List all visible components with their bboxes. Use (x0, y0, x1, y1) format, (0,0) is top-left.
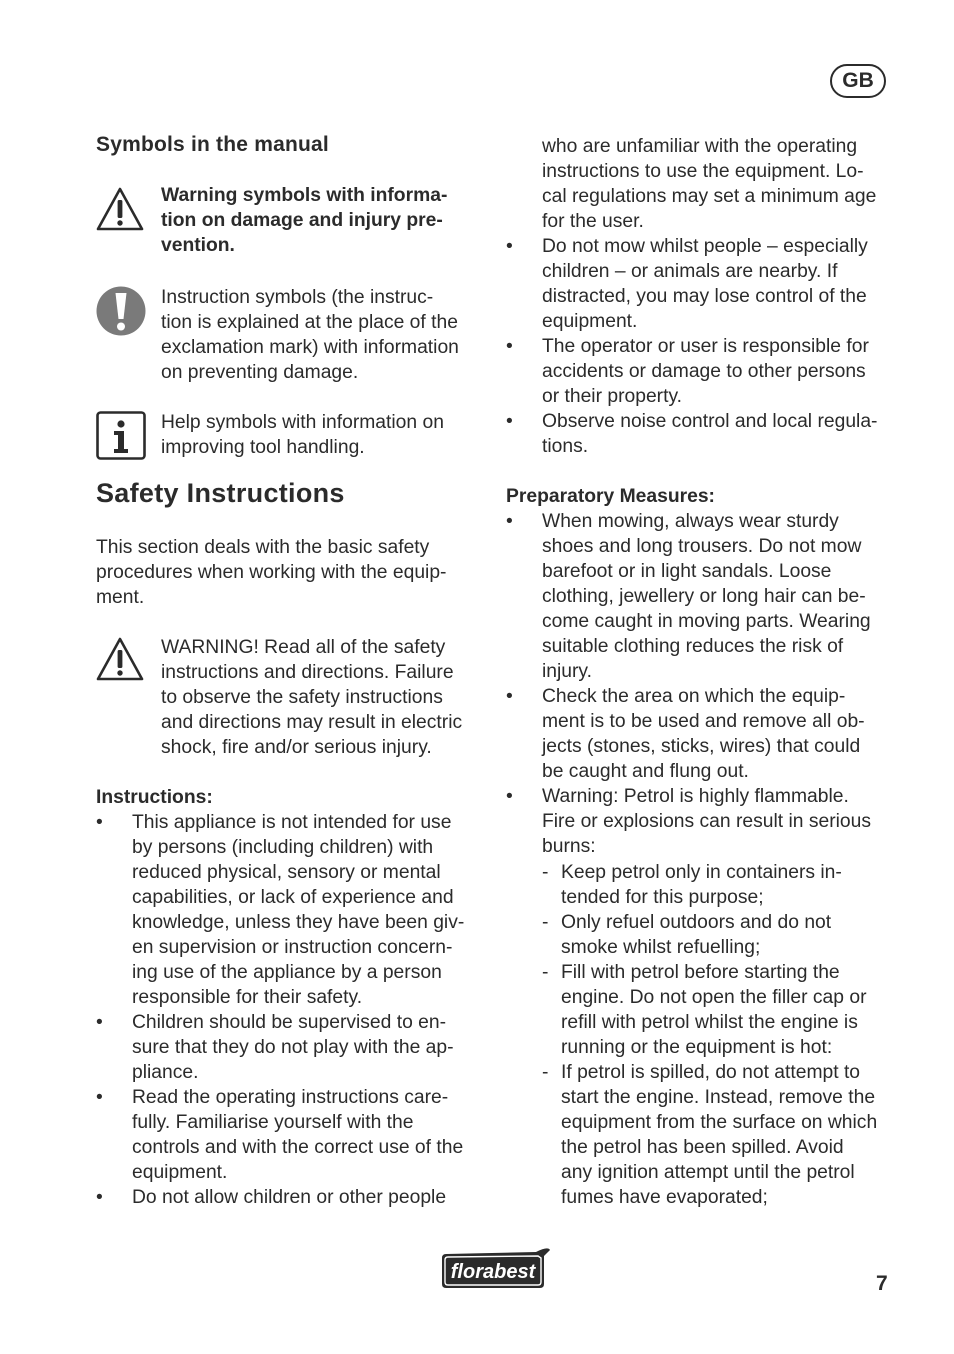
list-item (96, 810, 488, 1010)
sublist-item (506, 910, 898, 960)
florabest-logo (438, 1244, 552, 1290)
dash-marker: - (542, 912, 549, 933)
dash-marker: - (542, 1062, 549, 1083)
list-item (506, 334, 898, 409)
exclamation-circle-icon (96, 285, 146, 337)
list-item-text: Do not allow children or other people (132, 1187, 447, 1208)
list-item (96, 1010, 488, 1085)
list-item-text: Observe noise control and local regula- tions. (542, 411, 878, 457)
help-symbol-text: Help symbols with information on improving tool handling. (161, 412, 444, 458)
bullet-marker: • (506, 786, 513, 807)
preparatory-heading: Preparatory Measures: (506, 486, 715, 507)
list-item (506, 409, 898, 459)
sublist-item (506, 1060, 898, 1210)
bullet-marker: • (96, 1087, 103, 1108)
sublist-item-text: Fill with petrol before starting the engine. Do not open the filler cap or refill with petrol whilst the engine is running or the equipment is hot: (561, 962, 867, 1058)
info-box-icon (96, 411, 146, 460)
preparatory-list (506, 509, 898, 859)
list-item-text: Warning: Petrol is highly flammable. Fire or explosions can result in serious burns: (542, 786, 871, 857)
language-badge: GB (830, 64, 886, 98)
bullet-marker: • (96, 812, 103, 833)
safety-intro: This section deals with the basic safety procedures when working with the equip- ment. (96, 537, 447, 608)
petrol-sublist (506, 860, 898, 1210)
logo-text: florabest (450, 1261, 536, 1283)
bullet-marker: • (506, 336, 513, 357)
continuation-text: who are unfamiliar with the operating instructions to use the equipment. Lo- cal regulations may set a minimum age for the user. (542, 136, 877, 232)
instructions-list (96, 810, 488, 1210)
safety-instructions-heading: Safety Instructions (96, 478, 345, 508)
list-item-text: The operator or user is responsible for accidents or damage to other persons or their property. (542, 336, 869, 407)
sublist-item-text: Only refuel outdoors and do not smoke whilst refuelling; (561, 912, 832, 958)
bullet-marker: • (96, 1187, 103, 1208)
sublist-item (506, 860, 898, 910)
warning-triangle-icon (96, 636, 144, 682)
warning-triangle-icon (96, 186, 144, 232)
list-item-text: Read the operating instructions care- fully. Familiarise yourself with the controls and with the correct use of the equipment. (132, 1087, 464, 1183)
page-number: 7 (876, 1272, 888, 1295)
bullet-marker: • (96, 1012, 103, 1033)
list-item (96, 1185, 488, 1210)
list-item-text: Do not mow whilst people – especially children – or animals are nearby. If distracted, you may lose control of the equipment. (542, 236, 868, 332)
symbols-heading: Symbols in the manual (96, 133, 329, 156)
list-item (506, 234, 898, 334)
bullet-marker: • (506, 411, 513, 432)
safety-warning-text: WARNING! Read all of the safety instructions and directions. Failure to observe the safety instructions and directions may result in electric shock, fire and/or serious injury. (161, 637, 463, 758)
list-item-text: Children should be supervised to en- sure that they do not play with the ap- pliance. (132, 1012, 454, 1083)
instructions-list-continued (506, 234, 898, 459)
bullet-marker: • (506, 236, 513, 257)
dash-marker: - (542, 862, 549, 883)
list-item-text: When mowing, always wear sturdy shoes and long trousers. Do not mow barefoot or in light sandals. Loose clothing, jewellery or long hair can be- come caught in moving parts. Wearing suitable clothing reduces the risk of injury. (542, 511, 871, 682)
instruction-symbol-text: Instruction symbols (the instruc- tion is explained at the place of the exclamation mark) with information on preventing damage. (161, 287, 459, 383)
list-item (506, 684, 898, 784)
sublist-item-text: If petrol is spilled, do not attempt to start the engine. Instead, remove the equipment from the surface on which the petrol has been spilled. Avoid any ignition attempt until the petrol fumes have evaporated; (561, 1062, 878, 1208)
list-item (96, 1085, 488, 1185)
dash-marker: - (542, 962, 549, 983)
sublist-item-text: Keep petrol only in containers in- tended for this purpose; (561, 862, 842, 908)
list-item-text: This appliance is not intended for use by persons (including children) with reduced physical, sensory or mental capabilities, or lack of experience and knowledge, unless they have been giv- en supervision or instruction concern- ing use of the appliance by a person responsible for their safety. (132, 812, 465, 1008)
sublist-item (506, 960, 898, 1060)
list-item-text: Check the area on which the equip- ment is to be used and remove all ob- jects (stones, sticks, wires) that could be caught and flung out. (542, 686, 865, 782)
list-item (506, 509, 898, 684)
list-item (506, 784, 898, 859)
bullet-marker: • (506, 686, 513, 707)
warning-symbol-text: Warning symbols with informa- tion on damage and injury pre- vention. (161, 185, 448, 256)
instructions-heading: Instructions: (96, 787, 213, 808)
bullet-marker: • (506, 511, 513, 532)
